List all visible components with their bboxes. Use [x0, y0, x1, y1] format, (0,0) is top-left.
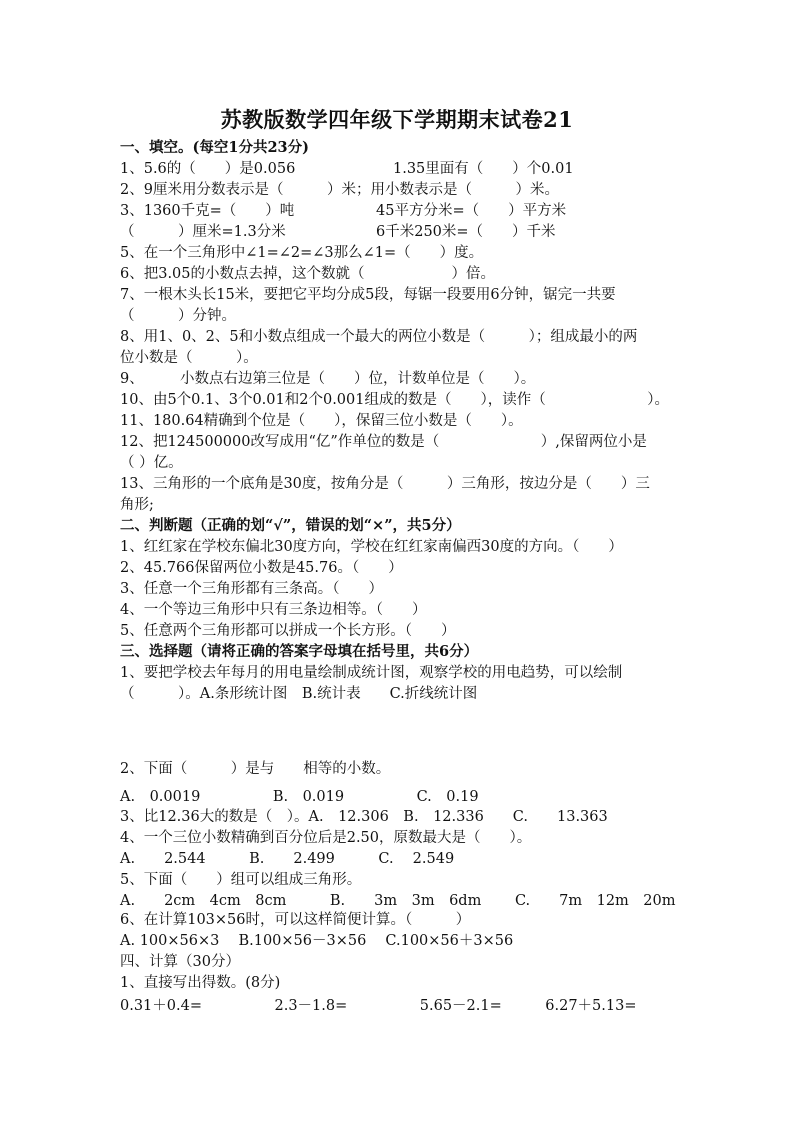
judge-item: 5、任意两个三角形都可以拼成一个长方形。（ ） — [120, 623, 456, 639]
fill-q12: 12、把124500000改写成用“亿”作单位的数是（ ）,保留两位小是 — [120, 434, 647, 450]
section-judge-header: 二、判断题（正确的划“√”，错误的划“×”，共5分） — [120, 517, 461, 534]
judge-item: 1、红红家在学校东偏北30度方向，学校在红红家南偏西30度的方向。（ ） — [120, 539, 623, 555]
section-choice-header: 三、选择题（请将正确的答案字母填在括号里，共6分） — [120, 643, 479, 660]
fill-q3c: （ ）厘米=1.3分米 — [120, 224, 286, 240]
section-calc-header: 四、计算（30分） — [120, 954, 240, 970]
fill-q7b: （ ）分钟。 — [120, 308, 236, 324]
choice-q1b: （ ）。A.条形统计图 B.统计表 C.折线统计图 — [120, 686, 478, 702]
fill-q9: 9、 小数点右边第三位是（ ）位，计数单位是（ ）。 — [120, 371, 536, 387]
fill-q3d: 6千米250米=（ ）千米 — [376, 224, 556, 240]
choice-q2-options: A. 0.0019 B. 0.019 C. 0.19 — [120, 789, 479, 805]
judge-item: 2、45.766保留两位小数是45.76。（ ） — [120, 560, 403, 576]
calc-row-1: 0.31＋0.4= 2.3－1.8= 5.65－2.1= 6.27＋5.13= — [120, 998, 637, 1014]
fill-q1: 1、5.6的（ ）是0.056 — [120, 161, 296, 177]
choice-q6-options: A. 100×56×3 B.100×56－3×56 C.100×56＋3×56 — [120, 933, 514, 949]
fill-q12b: （ ）亿。 — [120, 455, 183, 471]
fill-q6: 6、把3.05的小数点去掉，这个数就（ ）倍。 — [120, 266, 496, 282]
fill-q10: 10、由5个0.1、3个0.01和2个0.001组成的数是（ ），读作（ ）。 — [120, 392, 669, 408]
choice-q1: 1、要把学校去年每月的用电量绘制成统计图，观察学校的用电趋势，可以绘制 — [120, 665, 623, 681]
fill-q2: 2、9厘米用分数表示是（ ）米；用小数表示是（ ）米。 — [120, 182, 559, 198]
exam-title: 苏教版数学四年级下学期期末试卷21 — [220, 107, 574, 132]
calc-q1: 1、直接写出得数。(8分) — [120, 975, 281, 991]
judge-item: 4、一个等边三角形中只有三条边相等。（ ） — [120, 602, 427, 618]
choice-q5: 5、下面（ ）组可以组成三角形。 — [120, 872, 362, 888]
choice-q4-options: A. 2.544 B. 2.499 C. 2.549 — [120, 851, 455, 867]
fill-q1b: 1.35里面有（ ）个0.01 — [393, 161, 574, 177]
fill-q8: 8、用1、0、2、5和小数点组成一个最大的两位小数是（ ）；组成最小的两 — [120, 329, 638, 345]
fill-q7: 7、一根木头长15米，要把它平均分成5段，每锯一段要用6分钟，锯完一共要 — [120, 287, 616, 303]
choice-q2: 2、下面（ ）是与 相等的小数。 — [120, 761, 391, 777]
section-fill-header: 一、填空。(每空1分共23分) — [120, 139, 309, 156]
fill-q3b: 45平方分米=（ ）平方米 — [376, 203, 567, 219]
judge-item: 3、任意一个三角形都有三条高。（ ） — [120, 581, 383, 597]
choice-q3: 3、比12.36大的数是（ ）。A. 12.306 B. 12.336 C. 13.363 — [120, 809, 608, 825]
fill-q11: 11、180.64精确到个位是（ ），保留三位小数是（ ）。 — [120, 413, 523, 429]
fill-q3: 3、1360千克=（ ）吨 — [120, 203, 295, 219]
fill-q5: 5、在一个三角形中∠1=∠2=∠3那么∠1=（ ）度。 — [120, 245, 484, 261]
fill-q13: 13、三角形的一个底角是30度，按角分是（ ）三角形，按边分是（ ）三 — [120, 476, 650, 492]
fill-q8b: 位小数是（ ）。 — [120, 350, 258, 366]
fill-q13b: 角形; — [120, 497, 154, 513]
choice-q4: 4、一个三位小数精确到百分位后是2.50，原数最大是（ ）。 — [120, 830, 532, 846]
choice-q5-options: A. 2cm 4cm 8cm B. 3m 3m 6dm C. 7m 12m 20m — [120, 893, 676, 909]
choice-q6: 6、在计算103×56时，可以这样简便计算。（ ） — [120, 912, 471, 928]
